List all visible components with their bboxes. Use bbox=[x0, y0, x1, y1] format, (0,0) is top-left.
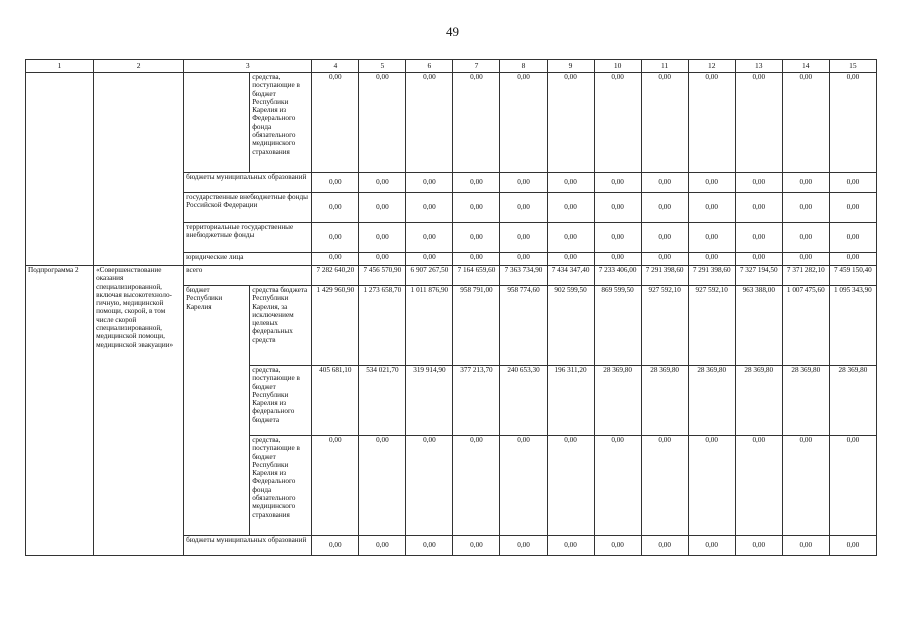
header-cell: 8 bbox=[500, 60, 547, 73]
value-cell: 927 592,10 bbox=[688, 286, 735, 366]
value-cell: 0,00 bbox=[500, 536, 547, 556]
value-cell: 0,00 bbox=[735, 536, 782, 556]
value-cell: 0,00 bbox=[641, 253, 688, 266]
value-cell: 377 213,70 bbox=[453, 366, 500, 436]
header-row bbox=[26, 60, 877, 73]
value-cell: 0,00 bbox=[312, 193, 359, 223]
value-cell: 7 291 398,60 bbox=[641, 266, 688, 286]
header-cell: 9 bbox=[547, 60, 594, 73]
header-cell: 2 bbox=[94, 60, 184, 73]
value-cell: 902 599,50 bbox=[547, 286, 594, 366]
value-cell: 0,00 bbox=[312, 536, 359, 556]
value-cell: 7 233 406,00 bbox=[594, 266, 641, 286]
value-cell: 0,00 bbox=[359, 193, 406, 223]
value-cell: 0,00 bbox=[688, 536, 735, 556]
value-cell: 0,00 bbox=[641, 193, 688, 223]
value-cell: 0,00 bbox=[312, 253, 359, 266]
header-cell: 6 bbox=[406, 60, 453, 73]
value-cell: 0,00 bbox=[782, 73, 829, 173]
value-cell: 0,00 bbox=[453, 223, 500, 253]
value-cell: 0,00 bbox=[359, 223, 406, 253]
value-cell: 0,00 bbox=[547, 173, 594, 193]
value-cell: 0,00 bbox=[359, 536, 406, 556]
value-cell: 7 456 570,90 bbox=[359, 266, 406, 286]
value-cell: 28 369,80 bbox=[735, 366, 782, 436]
value-cell: 7 291 398,60 bbox=[688, 266, 735, 286]
value-cell: 0,00 bbox=[547, 223, 594, 253]
value-cell: 0,00 bbox=[688, 436, 735, 536]
value-cell: 0,00 bbox=[594, 536, 641, 556]
value-cell: 0,00 bbox=[500, 193, 547, 223]
value-cell: 0,00 bbox=[406, 536, 453, 556]
value-cell: 7 434 347,40 bbox=[547, 266, 594, 286]
value-cell: 28 369,80 bbox=[594, 366, 641, 436]
value-cell: 0,00 bbox=[735, 173, 782, 193]
source-label: государственные внебюджетные фонды Российской Федерации bbox=[184, 193, 312, 223]
value-cell: 0,00 bbox=[688, 73, 735, 173]
value-cell: 0,00 bbox=[406, 253, 453, 266]
value-cell: 7 459 150,40 bbox=[829, 266, 876, 286]
value-cell: 0,00 bbox=[641, 173, 688, 193]
value-cell: 0,00 bbox=[547, 73, 594, 173]
value-cell: 0,00 bbox=[500, 253, 547, 266]
value-cell: 0,00 bbox=[735, 223, 782, 253]
value-cell: 1 011 876,90 bbox=[406, 286, 453, 366]
empty-cell bbox=[94, 73, 184, 266]
value-cell: 0,00 bbox=[312, 173, 359, 193]
value-cell: 0,00 bbox=[829, 536, 876, 556]
value-cell: 319 914,90 bbox=[406, 366, 453, 436]
value-cell: 0,00 bbox=[594, 173, 641, 193]
value-cell: 28 369,80 bbox=[829, 366, 876, 436]
value-cell: 0,00 bbox=[547, 436, 594, 536]
table-row bbox=[26, 73, 877, 173]
value-cell: 869 599,50 bbox=[594, 286, 641, 366]
page-number: 49 bbox=[446, 24, 459, 39]
value-cell: 1 095 343,90 bbox=[829, 286, 876, 366]
value-cell: 0,00 bbox=[829, 253, 876, 266]
value-cell: 0,00 bbox=[594, 223, 641, 253]
header-cell: 11 bbox=[641, 60, 688, 73]
value-cell: 7 363 734,90 bbox=[500, 266, 547, 286]
value-cell: 0,00 bbox=[453, 73, 500, 173]
source-label: средства, поступающие в бюджет Республики Карелия из Федерального фонда обязательного медицинского страхования bbox=[250, 436, 312, 536]
value-cell: 0,00 bbox=[500, 223, 547, 253]
header-cell: 5 bbox=[359, 60, 406, 73]
value-cell: 927 592,10 bbox=[641, 286, 688, 366]
value-cell: 0,00 bbox=[782, 436, 829, 536]
value-cell: 0,00 bbox=[500, 436, 547, 536]
value-cell: 0,00 bbox=[406, 436, 453, 536]
source-label: бюджеты муниципальных образований bbox=[184, 173, 312, 193]
value-cell: 0,00 bbox=[829, 173, 876, 193]
value-cell: 0,00 bbox=[312, 223, 359, 253]
empty-cell bbox=[184, 73, 250, 173]
header-cell: 10 bbox=[594, 60, 641, 73]
value-cell: 0,00 bbox=[547, 193, 594, 223]
value-cell: 0,00 bbox=[500, 173, 547, 193]
header-cell: 4 bbox=[312, 60, 359, 73]
value-cell: 0,00 bbox=[688, 193, 735, 223]
header-cell: 3 bbox=[184, 60, 312, 73]
value-cell: 0,00 bbox=[312, 436, 359, 536]
value-cell: 1 429 960,90 bbox=[312, 286, 359, 366]
value-cell: 0,00 bbox=[688, 173, 735, 193]
value-cell: 0,00 bbox=[547, 536, 594, 556]
value-cell: 0,00 bbox=[735, 193, 782, 223]
source-label: территориальные государственные внебюджетные фонды bbox=[184, 223, 312, 253]
header-cell: 13 bbox=[735, 60, 782, 73]
value-cell: 240 653,30 bbox=[500, 366, 547, 436]
value-cell: 0,00 bbox=[594, 253, 641, 266]
value-cell: 0,00 bbox=[453, 173, 500, 193]
subprogram-label: Подпрограмма 2 bbox=[26, 266, 94, 556]
value-cell: 0,00 bbox=[735, 73, 782, 173]
value-cell: 0,00 bbox=[500, 73, 547, 173]
value-cell: 7 282 640,20 bbox=[312, 266, 359, 286]
value-cell: 0,00 bbox=[782, 253, 829, 266]
value-cell: 0,00 bbox=[406, 193, 453, 223]
value-cell: 0,00 bbox=[453, 536, 500, 556]
value-cell: 0,00 bbox=[359, 173, 406, 193]
value-cell: 0,00 bbox=[641, 436, 688, 536]
value-cell: 0,00 bbox=[547, 253, 594, 266]
value-cell: 7 327 194,50 bbox=[735, 266, 782, 286]
source-label: юридические лица bbox=[184, 253, 312, 266]
value-cell: 534 021,70 bbox=[359, 366, 406, 436]
value-cell: 28 369,80 bbox=[641, 366, 688, 436]
value-cell: 0,00 bbox=[735, 253, 782, 266]
value-cell: 963 388,00 bbox=[735, 286, 782, 366]
value-cell: 0,00 bbox=[406, 173, 453, 193]
source-label: средства бюджета Республики Карелия, за исключением целевых федеральных средств bbox=[250, 286, 312, 366]
value-cell: 0,00 bbox=[782, 223, 829, 253]
value-cell: 958 791,00 bbox=[453, 286, 500, 366]
value-cell: 7 164 659,60 bbox=[453, 266, 500, 286]
value-cell: 0,00 bbox=[829, 73, 876, 173]
value-cell: 0,00 bbox=[359, 253, 406, 266]
value-cell: 28 369,80 bbox=[782, 366, 829, 436]
value-cell: 0,00 bbox=[406, 223, 453, 253]
value-cell: 0,00 bbox=[453, 436, 500, 536]
value-cell: 0,00 bbox=[641, 73, 688, 173]
value-cell: 0,00 bbox=[453, 253, 500, 266]
header-cell: 7 bbox=[453, 60, 500, 73]
source-label: средства, поступающие в бюджет Республики Карелия из федерального бюджета bbox=[250, 366, 312, 436]
value-cell: 1 273 658,70 bbox=[359, 286, 406, 366]
header-cell: 12 bbox=[688, 60, 735, 73]
value-cell: 28 369,80 bbox=[688, 366, 735, 436]
value-cell: 0,00 bbox=[453, 193, 500, 223]
value-cell: 0,00 bbox=[782, 536, 829, 556]
subprogram-name: «Совершенствование оказания специализированной, включая высокотехноло-гичную, медицинской помощи, скорой, в том числе скорой специализированной, медицинской помощи, медицинской эвакуации» bbox=[94, 266, 184, 556]
value-cell: 0,00 bbox=[782, 193, 829, 223]
value-cell: 1 007 475,60 bbox=[782, 286, 829, 366]
value-cell: 196 311,20 bbox=[547, 366, 594, 436]
value-cell: 0,00 bbox=[594, 436, 641, 536]
empty-cell bbox=[26, 73, 94, 266]
value-cell: 0,00 bbox=[594, 73, 641, 173]
value-cell: 0,00 bbox=[359, 73, 406, 173]
value-cell: 0,00 bbox=[359, 436, 406, 536]
header-cell: 15 bbox=[829, 60, 876, 73]
total-label: всего bbox=[184, 266, 312, 286]
table-row bbox=[26, 266, 877, 286]
value-cell: 0,00 bbox=[594, 193, 641, 223]
value-cell: 405 681,10 bbox=[312, 366, 359, 436]
value-cell: 0,00 bbox=[829, 193, 876, 223]
value-cell: 958 774,60 bbox=[500, 286, 547, 366]
value-cell: 6 907 267,50 bbox=[406, 266, 453, 286]
value-cell: 7 371 282,10 bbox=[782, 266, 829, 286]
value-cell: 0,00 bbox=[312, 73, 359, 173]
value-cell: 0,00 bbox=[688, 253, 735, 266]
financing-table bbox=[25, 59, 877, 556]
value-cell: 0,00 bbox=[782, 173, 829, 193]
value-cell: 0,00 bbox=[406, 73, 453, 173]
value-cell: 0,00 bbox=[641, 223, 688, 253]
value-cell: 0,00 bbox=[735, 436, 782, 536]
value-cell: 0,00 bbox=[641, 536, 688, 556]
header-cell: 1 bbox=[26, 60, 94, 73]
header-cell: 14 bbox=[782, 60, 829, 73]
budget-label: бюджет Республики Карелия bbox=[184, 286, 250, 536]
value-cell: 0,00 bbox=[829, 223, 876, 253]
source-label: бюджеты муниципальных образований bbox=[184, 536, 312, 556]
source-label: средства, поступающие в бюджет Республики Карелия из Федерального фонда обязательного медицинского страхования bbox=[250, 73, 312, 173]
value-cell: 0,00 bbox=[829, 436, 876, 536]
value-cell: 0,00 bbox=[688, 223, 735, 253]
